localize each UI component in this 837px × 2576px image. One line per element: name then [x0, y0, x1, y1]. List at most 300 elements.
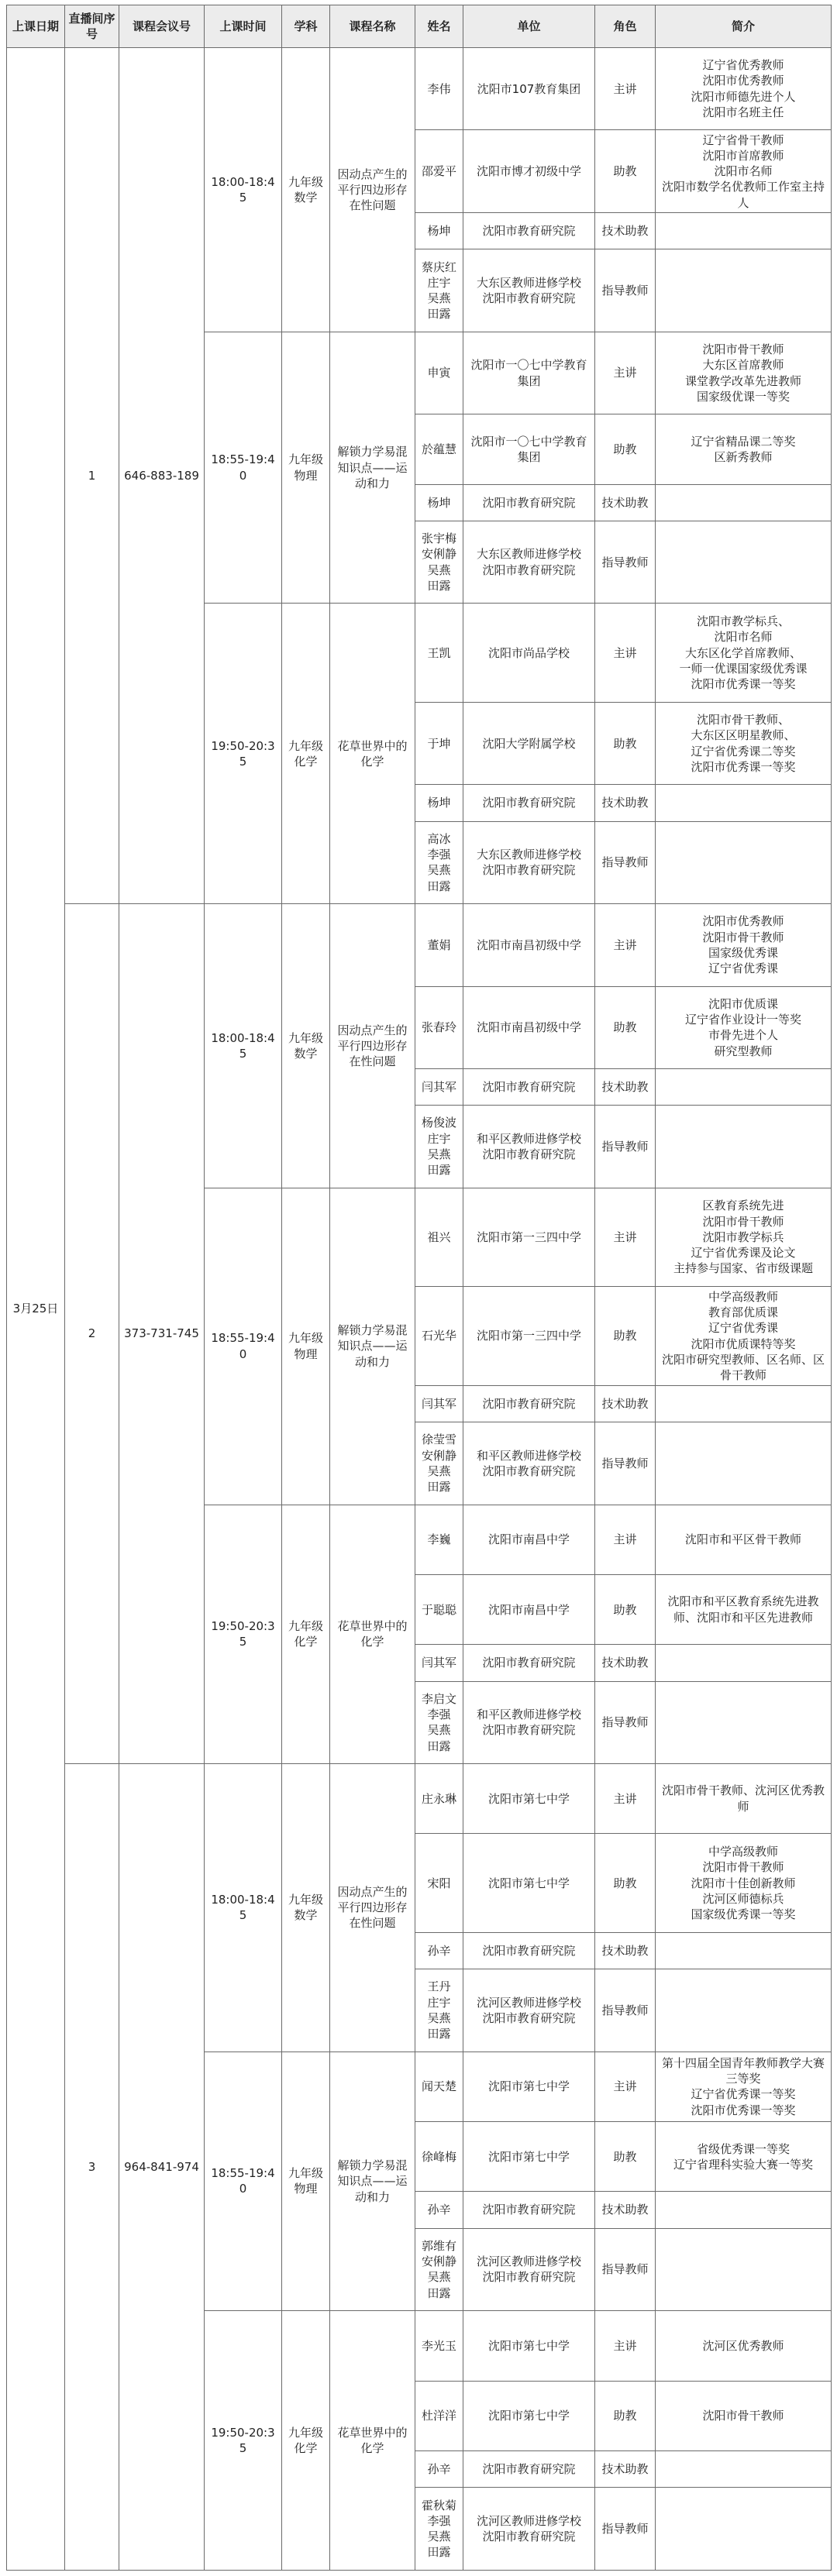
course-cell: 花草世界中的化学 [330, 604, 415, 904]
person-name: 孙辛 [427, 1943, 451, 1958]
person-name: 徐峰梅 [421, 2149, 456, 2164]
unit-cell [463, 1932, 595, 1969]
unit-name: 沈阳市教育研究院 [482, 495, 576, 510]
header-intro: 简介 [656, 5, 832, 48]
course-cell: 因动点产生的平行四边形存在性问题 [330, 48, 415, 332]
person-name: 吴燕 [427, 2530, 451, 2544]
name-cell [415, 249, 463, 332]
unit-name: 沈阳市南昌中学 [487, 1602, 570, 1617]
time-cell: 19:50-20:35 [205, 604, 282, 904]
person-name: 李伟 [427, 81, 451, 96]
intro-cell [656, 2228, 832, 2310]
schedule-table [6, 5, 832, 2571]
intro-line: 沈阳市数学名优教师工作室主持人 [661, 180, 825, 210]
person-name: 吴燕 [427, 863, 451, 878]
name-cell [415, 702, 463, 784]
intro-line: 沈阳市名班主任 [702, 105, 784, 119]
unit-name: 沈阳市一〇七中学教育集团 [470, 434, 587, 465]
time-cell: 18:55-19:40 [205, 1188, 282, 1505]
person-name: 宋阳 [427, 1876, 451, 1890]
time-cell: 18:00-18:45 [205, 1764, 282, 2052]
person-name: 霍秋菊 [421, 2498, 456, 2512]
course-cell: 解锁力学易混知识点——运动和力 [330, 1188, 415, 1505]
name-cell [415, 1969, 463, 2052]
intro-line: 辽宁省精品课二等奖 [691, 434, 796, 449]
intro-line: 区新秀教师 [714, 450, 773, 465]
unit-cell [463, 986, 595, 1068]
unit-name: 沈阳市南昌初级中学 [476, 937, 581, 952]
unit-cell [463, 2192, 595, 2228]
person-name: 张春玲 [421, 1020, 456, 1035]
intro-line: 沈阳市优秀教师 [702, 914, 784, 929]
unit-name: 沈阳市教育研究院 [482, 2530, 576, 2544]
person-name: 于坤 [427, 736, 451, 751]
header-date: 上课日期 [7, 5, 65, 48]
intro-cell [656, 1385, 832, 1422]
role-cell: 助教 [595, 414, 656, 484]
unit-name: 沈阳市第七中学 [487, 2149, 570, 2164]
unit-name: 沈阳市尚品学校 [487, 645, 570, 660]
time-cell: 18:55-19:40 [205, 2052, 282, 2310]
intro-line: 辽宁省优秀课二等奖 [691, 744, 796, 758]
intro-cell [656, 332, 832, 414]
unit-cell [463, 1385, 595, 1422]
meeting-id-cell: 964-841-974 [119, 1764, 205, 2571]
intro-cell [656, 1969, 832, 2052]
room-no-cell: 3 [65, 1764, 119, 2571]
unit-name: 沈阳市教育研究院 [482, 1656, 576, 1670]
course-cell: 花草世界中的化学 [330, 2311, 415, 2571]
subject-cell: 九年级物理 [282, 332, 330, 604]
unit-name: 沈阳市教育研究院 [482, 1723, 576, 1738]
name-cell [415, 2311, 463, 2381]
staff-row [7, 48, 832, 130]
name-cell [415, 332, 463, 414]
person-name: 徐莹雪 [421, 1432, 456, 1447]
unit-cell [463, 2488, 595, 2571]
meeting-id-cell: 646-883-189 [119, 48, 205, 904]
course-cell: 花草世界中的化学 [330, 1505, 415, 1763]
person-name: 王丹 [427, 1979, 451, 1994]
intro-line: 辽宁省优秀课及论文 [691, 1246, 796, 1260]
name-cell [415, 213, 463, 249]
name-cell [415, 2192, 463, 2228]
role-cell: 技术助教 [595, 484, 656, 521]
person-name: 孙辛 [427, 2203, 451, 2217]
unit-cell [463, 2228, 595, 2310]
time-cell: 19:50-20:35 [205, 2311, 282, 2571]
intro-line: 市骨先进个人 [708, 1028, 778, 1043]
intro-line: 沈河区优秀教师 [702, 2338, 784, 2353]
intro-line: 中学高级教师 [708, 1845, 778, 1859]
role-cell: 指导教师 [595, 2488, 656, 2571]
course-cell: 解锁力学易混知识点——运动和力 [330, 2052, 415, 2310]
role-cell: 技术助教 [595, 785, 656, 821]
unit-cell [463, 1188, 595, 1287]
subject-cell: 九年级数学 [282, 48, 330, 332]
intro-cell [656, 2488, 832, 2571]
time-cell: 18:00-18:45 [205, 48, 282, 332]
intro-cell [656, 1069, 832, 1106]
person-name: 郭维有 [421, 2238, 456, 2253]
intro-cell [656, 1834, 832, 1933]
role-cell: 指导教师 [595, 521, 656, 603]
role-cell: 主讲 [595, 604, 656, 703]
person-name: 李巍 [427, 1532, 451, 1547]
unit-name: 沈阳市第一三四中学 [476, 1329, 581, 1343]
role-cell: 技术助教 [595, 1932, 656, 1969]
person-name: 李启文 [421, 1691, 456, 1706]
intro-cell [656, 249, 832, 332]
person-name: 田露 [427, 1739, 451, 1753]
unit-name: 沈阳市一〇七中学教育集团 [470, 358, 587, 388]
intro-cell [656, 1574, 832, 1644]
role-cell: 主讲 [595, 904, 656, 986]
intro-cell [656, 821, 832, 903]
time-cell: 18:55-19:40 [205, 332, 282, 604]
intro-cell [656, 484, 832, 521]
unit-cell [463, 130, 595, 213]
intro-cell [656, 130, 832, 213]
staff-row [7, 1764, 832, 1834]
role-cell: 指导教师 [595, 2228, 656, 2310]
person-name: 吴燕 [427, 2270, 451, 2285]
intro-cell [656, 2450, 832, 2487]
role-cell: 助教 [595, 2122, 656, 2192]
intro-line: 沈阳市教学标兵、 [696, 614, 790, 629]
intro-line: 沈阳市优秀课一等奖 [691, 2103, 796, 2117]
unit-cell [463, 604, 595, 703]
intro-line: 沈阳市十佳创新教师 [691, 1876, 796, 1890]
unit-cell [463, 1069, 595, 1106]
unit-name: 沈阳市教育研究院 [482, 291, 576, 306]
unit-name: 沈阳市第七中学 [487, 2409, 570, 2423]
name-cell [415, 130, 463, 213]
table-body [7, 48, 832, 2571]
role-cell: 技术助教 [595, 1385, 656, 1422]
person-name: 高冰 [427, 831, 451, 846]
person-name: 孙辛 [427, 2461, 451, 2476]
unit-cell [463, 48, 595, 130]
role-cell: 主讲 [595, 332, 656, 414]
intro-cell [656, 2052, 832, 2121]
person-name: 杨坤 [427, 495, 451, 510]
role-cell: 主讲 [595, 1764, 656, 1834]
name-cell [415, 604, 463, 703]
intro-line: 辽宁省理科实验大赛一等奖 [673, 2157, 813, 2172]
name-cell [415, 1069, 463, 1106]
unit-name: 和平区教师进修学校 [476, 1708, 581, 1722]
person-name: 田露 [427, 879, 451, 893]
course-cell: 因动点产生的平行四边形存在性问题 [330, 904, 415, 1188]
name-cell [415, 521, 463, 603]
unit-name: 沈阳市教育研究院 [482, 863, 576, 878]
role-cell: 指导教师 [595, 1969, 656, 2052]
person-name: 田露 [427, 2027, 451, 2041]
unit-name: 沈阳市教育研究院 [482, 562, 576, 577]
intro-cell [656, 1287, 832, 1386]
unit-name: 沈阳市教育研究院 [482, 2203, 576, 2217]
intro-cell [656, 986, 832, 1068]
name-cell [415, 2381, 463, 2450]
staff-row [7, 904, 832, 986]
unit-name: 沈阳市第七中学 [487, 2079, 570, 2094]
unit-name: 沈阳市南昌中学 [487, 1532, 570, 1547]
unit-name: 沈阳市教育研究院 [482, 796, 576, 810]
unit-cell [463, 521, 595, 603]
unit-name: 和平区教师进修学校 [476, 1131, 581, 1146]
role-cell: 助教 [595, 1834, 656, 1933]
unit-cell [463, 213, 595, 249]
name-cell [415, 821, 463, 903]
role-cell: 主讲 [595, 1505, 656, 1574]
unit-cell [463, 821, 595, 903]
name-cell [415, 1574, 463, 1644]
role-cell: 技术助教 [595, 2192, 656, 2228]
role-cell: 指导教师 [595, 1106, 656, 1188]
role-cell: 指导教师 [595, 1422, 656, 1505]
intro-cell [656, 2192, 832, 2228]
unit-name: 沈阳市第七中学 [487, 1876, 570, 1890]
subject-cell: 九年级化学 [282, 604, 330, 904]
person-name: 闫其军 [421, 1396, 456, 1411]
subject-cell: 九年级化学 [282, 1505, 330, 1763]
role-cell: 主讲 [595, 2311, 656, 2381]
unit-cell [463, 1574, 595, 1644]
unit-cell [463, 785, 595, 821]
role-cell: 指导教师 [595, 249, 656, 332]
name-cell [415, 1764, 463, 1834]
person-name: 吴燕 [427, 1463, 451, 1478]
intro-cell [656, 604, 832, 703]
person-name: 杜洋洋 [421, 2409, 456, 2423]
person-name: 吴燕 [427, 1723, 451, 1738]
unit-name: 大东区教师进修学校 [476, 547, 581, 562]
intro-line: 沈河区师德标兵 [702, 1891, 784, 1906]
person-name: 庄宇 [427, 275, 451, 290]
role-cell: 技术助教 [595, 213, 656, 249]
role-cell: 技术助教 [595, 2450, 656, 2487]
unit-cell [463, 904, 595, 986]
unit-name: 和平区教师进修学校 [476, 1448, 581, 1463]
intro-line: 沈阳市和平区骨干教师 [684, 1532, 801, 1547]
intro-line: 辽宁省优秀教师 [702, 58, 784, 73]
unit-cell [463, 2122, 595, 2192]
name-cell [415, 986, 463, 1068]
subject-cell: 九年级化学 [282, 2311, 330, 2571]
person-name: 田露 [427, 307, 451, 322]
name-cell [415, 1505, 463, 1574]
intro-cell [656, 785, 832, 821]
time-cell: 18:00-18:45 [205, 904, 282, 1188]
name-cell [415, 2228, 463, 2310]
unit-cell [463, 1106, 595, 1188]
header-meeting-id: 课程会议号 [119, 5, 205, 48]
person-name: 田露 [427, 1480, 451, 1494]
meeting-id-cell: 373-731-745 [119, 904, 205, 1764]
person-name: 李光玉 [421, 2338, 456, 2353]
name-cell [415, 1834, 463, 1933]
subject-cell: 九年级数学 [282, 904, 330, 1188]
unit-cell [463, 484, 595, 521]
person-name: 安俐静 [421, 1448, 456, 1463]
unit-cell [463, 2052, 595, 2121]
name-cell [415, 1287, 463, 1386]
intro-cell [656, 2122, 832, 2192]
person-name: 闻天楚 [421, 2079, 456, 2094]
time-cell: 19:50-20:35 [205, 1505, 282, 1763]
intro-cell [656, 2381, 832, 2450]
intro-line: 辽宁省优秀课一等奖 [691, 2087, 796, 2102]
role-cell: 技术助教 [595, 1069, 656, 1106]
course-cell: 因动点产生的平行四边形存在性问题 [330, 1764, 415, 2052]
person-name: 于聪聪 [421, 1602, 456, 1617]
intro-cell [656, 1422, 832, 1505]
person-name: 吴燕 [427, 2010, 451, 2025]
name-cell [415, 1932, 463, 1969]
person-name: 庄宇 [427, 1131, 451, 1146]
date-cell: 3月25日 [7, 48, 65, 2571]
name-cell [415, 1385, 463, 1422]
role-cell: 助教 [595, 1287, 656, 1386]
schedule-wrapper [6, 5, 831, 2571]
unit-name: 沈阳市教育研究院 [482, 2270, 576, 2285]
intro-line: 沈阳市首席教师 [702, 148, 784, 163]
person-name: 吴燕 [427, 291, 451, 306]
unit-cell [463, 1422, 595, 1505]
unit-name: 沈阳市教育研究院 [482, 1147, 576, 1161]
unit-name: 沈阳市教育研究院 [482, 1943, 576, 1958]
intro-line: 省级优秀课一等奖 [696, 2141, 790, 2156]
intro-line: 沈阳市教学标兵 [702, 1230, 784, 1244]
intro-line: 大东区区明星教师、 [691, 728, 796, 743]
unit-cell [463, 1287, 595, 1386]
unit-name: 沈阳大学附属学校 [482, 736, 576, 751]
intro-line: 辽宁省优秀课 [708, 1321, 778, 1336]
intro-line: 沈阳市骨干教师、沈河区优秀教师 [661, 1783, 825, 1814]
name-cell [415, 2122, 463, 2192]
unit-name: 沈阳市南昌初级中学 [476, 1020, 581, 1035]
intro-cell [656, 1645, 832, 1681]
role-cell: 指导教师 [595, 1681, 656, 1763]
intro-line: 沈阳市名师 [714, 630, 773, 645]
name-cell [415, 48, 463, 130]
room-no-cell: 1 [65, 48, 119, 904]
role-cell: 主讲 [595, 2052, 656, 2121]
role-cell: 技术助教 [595, 1645, 656, 1681]
intro-line: 第十四届全国青年教师教学大赛三等奖 [661, 2055, 825, 2086]
name-cell [415, 2488, 463, 2571]
person-name: 安俐静 [421, 2254, 456, 2269]
table-header [7, 5, 832, 48]
intro-line: 沈阳市优质课 [708, 996, 778, 1011]
name-cell [415, 1422, 463, 1505]
name-cell [415, 1188, 463, 1287]
unit-name: 沈阳市第七中学 [487, 1791, 570, 1806]
unit-name: 沈阳市博才初级中学 [476, 164, 581, 179]
intro-cell [656, 1681, 832, 1763]
room-no-cell: 2 [65, 904, 119, 1764]
intro-line: 辽宁省骨干教师 [702, 132, 784, 147]
unit-cell [463, 1505, 595, 1574]
unit-name: 沈阳市教育研究院 [482, 1396, 576, 1411]
intro-cell [656, 48, 832, 130]
person-name: 董娟 [427, 937, 451, 952]
person-name: 邵爱平 [421, 164, 456, 179]
intro-line: 沈阳市名师 [714, 164, 773, 179]
header-unit: 单位 [463, 5, 595, 48]
person-name: 田露 [427, 1163, 451, 1178]
intro-line: 沈阳市优秀教师 [702, 74, 784, 88]
unit-cell [463, 1645, 595, 1681]
intro-line: 沈阳市骨干教师 [702, 930, 784, 944]
person-name: 杨坤 [427, 796, 451, 810]
unit-cell [463, 702, 595, 784]
name-cell [415, 414, 463, 484]
intro-cell [656, 1505, 832, 1574]
person-name: 杨坤 [427, 224, 451, 239]
intro-line: 沈阳市骨干教师 [702, 342, 784, 357]
intro-cell [656, 521, 832, 603]
intro-line: 区教育系统先进 [702, 1199, 784, 1213]
person-name: 田露 [427, 578, 451, 593]
intro-cell [656, 904, 832, 986]
intro-line: 沈阳市优秀课一等奖 [691, 677, 796, 692]
name-cell [415, 904, 463, 986]
header-course: 课程名称 [330, 5, 415, 48]
name-cell [415, 484, 463, 521]
unit-cell [463, 332, 595, 414]
header-time: 上课时间 [205, 5, 282, 48]
unit-name: 沈阳市第七中学 [487, 2338, 570, 2353]
intro-cell [656, 1106, 832, 1188]
unit-cell [463, 1681, 595, 1763]
person-name: 吴燕 [427, 562, 451, 577]
intro-line: 大东区首席教师 [702, 358, 784, 373]
person-name: 李强 [427, 848, 451, 862]
intro-line: 沈阳市研究型教师、区名师、区骨干教师 [661, 1352, 825, 1383]
person-name: 田露 [427, 2285, 451, 2300]
person-name: 庄宇 [427, 1995, 451, 2010]
intro-line: 沈阳市优质课特等奖 [691, 1336, 796, 1351]
name-cell [415, 1106, 463, 1188]
intro-line: 沈阳市骨干教师、 [696, 713, 790, 727]
intro-line: 沈阳市骨干教师 [702, 1214, 784, 1229]
name-cell [415, 2052, 463, 2121]
unit-name: 沈阳市107教育集团 [477, 81, 581, 96]
intro-line: 一师一优课国家级优秀课 [679, 661, 808, 676]
name-cell [415, 2450, 463, 2487]
unit-cell [463, 414, 595, 484]
intro-line: 国家级优秀课一等奖 [691, 1907, 796, 1922]
unit-name: 沈河区教师进修学校 [476, 1995, 581, 2010]
unit-name: 沈阳市教育研究院 [482, 1080, 576, 1095]
person-name: 张宇梅 [421, 531, 456, 546]
person-name: 王凯 [427, 645, 451, 660]
unit-name: 大东区教师进修学校 [476, 848, 581, 862]
header-row [7, 5, 832, 48]
person-name: 李强 [427, 1708, 451, 1722]
subject-cell: 九年级数学 [282, 1764, 330, 2052]
person-name: 杨俊波 [421, 1116, 456, 1130]
intro-line: 主持参与国家、省市级课题 [673, 1261, 813, 1276]
unit-cell [463, 2311, 595, 2381]
person-name: 申寅 [427, 366, 451, 380]
role-cell: 助教 [595, 986, 656, 1068]
person-name: 李强 [427, 2513, 451, 2528]
intro-line: 沈阳市优秀课一等奖 [691, 759, 796, 774]
intro-cell [656, 414, 832, 484]
